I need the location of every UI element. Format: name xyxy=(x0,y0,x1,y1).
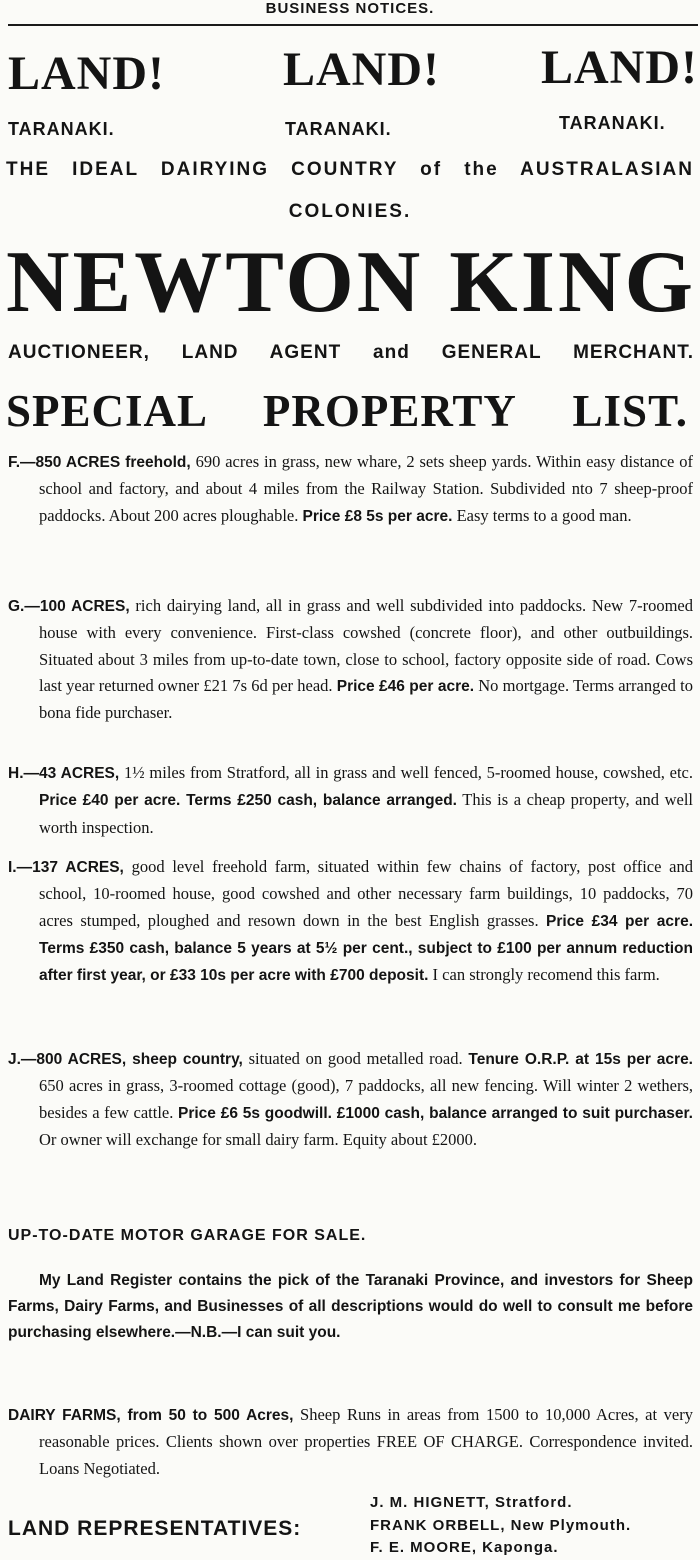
property-j-text: situated on good metalled road. xyxy=(242,1049,469,1068)
property-f xyxy=(8,449,693,530)
property-i-price: Price £34 per acre. Terms £350 cash, balance 5 years at 5½ per cent., subject to £100 per annum reduction after first year, or £33 10s per acre with £700 deposit. xyxy=(39,912,693,985)
dairy-farms-text: Sheep Runs in areas from 1500 to 10,000 Acres, at very reasonable prices. Clients shown over properties FREE OF CHARGE. Correspondence invited. Loans Negotiated. xyxy=(39,1405,693,1478)
property-i-text: good level freehold farm, situated within few chains of factory, post office and school, 10-roomed house, good cowshed and other necessary farm buildings, 10 paddocks, 70 acres stumped, ploughed and resown down in the best English grasses. xyxy=(39,857,693,930)
property-h xyxy=(8,760,693,841)
property-j-terms: Or owner will exchange for small dairy farm. Equity about £2000. xyxy=(39,1129,478,1149)
property-j-label: J.—800 ACRES, xyxy=(8,1051,127,1068)
taranaki-center: TARANAKI. xyxy=(285,119,392,139)
property-f-price: Price £8 5s per acre. xyxy=(302,507,453,525)
property-f-label: F.—850 ACRES freehold, xyxy=(8,454,191,471)
taranaki-left: TARANAKI. xyxy=(8,119,115,139)
property-g xyxy=(8,593,693,726)
land-heading-center: LAND! xyxy=(283,43,440,96)
banner-line-1: THE IDEAL DAIRYING COUNTRY of the AUSTRALASIAN xyxy=(6,159,694,180)
dairy-farms xyxy=(8,1402,693,1482)
land-heading-right: LAND! xyxy=(541,41,698,94)
list-title: SPECIAL PROPERTY LIST. xyxy=(6,386,688,436)
land-representatives-list xyxy=(370,1492,631,1560)
property-g-price: Price £46 per acre. xyxy=(336,677,475,695)
property-h-label: H.—43 ACRES, xyxy=(8,765,120,782)
property-f-terms: Easy terms to a good man. xyxy=(452,505,632,525)
land-representatives-label: LAND REPRESENTATIVES: xyxy=(8,1517,302,1540)
property-j-tenure: Tenure O.R.P. at 15s per acre. xyxy=(468,1051,693,1068)
property-j-price: Price £6 5s goodwill. £1000 cash, balance arranged to suit purchaser. xyxy=(177,1104,693,1122)
banner-line-2: COLONIES. xyxy=(288,201,412,222)
property-j-details: 650 acres in grass, 3-roomed cottage (good), 7 paddocks, all new fencing. Will winter 2 wethers, besides a few cattle. xyxy=(39,1076,693,1122)
land-heading-left: LAND! xyxy=(8,47,165,100)
property-g-terms: No mortgage. Terms arranged to bona fide purchaser. xyxy=(39,675,693,723)
property-f-text: 690 acres in grass, new whare, 2 sets sheep yards. Within easy distance of school and factory, and about 4 miles from the Railway Station. Subdivided nto 7 sheep-proof paddocks. About 200 acres ploughable. xyxy=(39,452,693,525)
merchant-name: NEWTON KING xyxy=(6,234,696,331)
garage-notice: UP-TO-DATE MOTOR GARAGE FOR SALE. xyxy=(8,1227,367,1244)
section-header: BUSINESS NOTICES. xyxy=(265,0,435,17)
property-g-text: rich dairying land, all in grass and well subdivided into paddocks. New 7-roomed house with every convenience. First-class cowshed (concrete floor), and other outbuildings. Situated about 3 miles from up-to-date town, close to school, factory opposite side of road. Cows last year returned owner £21 7s 6d per head. xyxy=(39,596,693,695)
rep-hignett: J. M. HIGNETT, Stratford. xyxy=(370,1494,573,1511)
property-h-price: Price £40 per acre. Terms £250 cash, balance arranged. xyxy=(39,792,457,810)
property-i-label: I.—137 ACRES, xyxy=(8,859,124,876)
property-h-terms: This is a cheap property, and well worth inspection. xyxy=(39,790,693,837)
property-h-text: 1½ miles from Stratford, all in grass and well fenced, 5-roomed house, cowshed, etc. xyxy=(119,763,693,782)
rep-orbell: FRANK ORBELL, New Plymouth. xyxy=(370,1516,632,1534)
property-i-terms: I can strongly recomend this farm. xyxy=(428,965,660,985)
property-j xyxy=(8,1046,693,1153)
merchant-subtitle: AUCTIONEER, LAND AGENT and GENERAL MERCHANT. xyxy=(8,342,694,363)
header-rule xyxy=(8,24,698,26)
dairy-farms-label: DAIRY FARMS, from 50 to 500 Acres, xyxy=(8,1407,294,1424)
property-g-label: G.—100 ACRES, xyxy=(8,598,130,615)
property-i xyxy=(8,854,693,989)
taranaki-right: TARANAKI. xyxy=(559,113,666,133)
rep-moore: F. E. MOORE, Kaponga. xyxy=(370,1539,559,1556)
register-note: My Land Register contains the pick of the Taranaki Province, and investors for Sheep Farms, Dairy Farms, and Businesses of all descriptions would do well to consult me before purchasing elsewhere.—N.B.—I can suit you. xyxy=(8,1272,693,1341)
property-j-type: sheep country, xyxy=(126,1051,243,1068)
